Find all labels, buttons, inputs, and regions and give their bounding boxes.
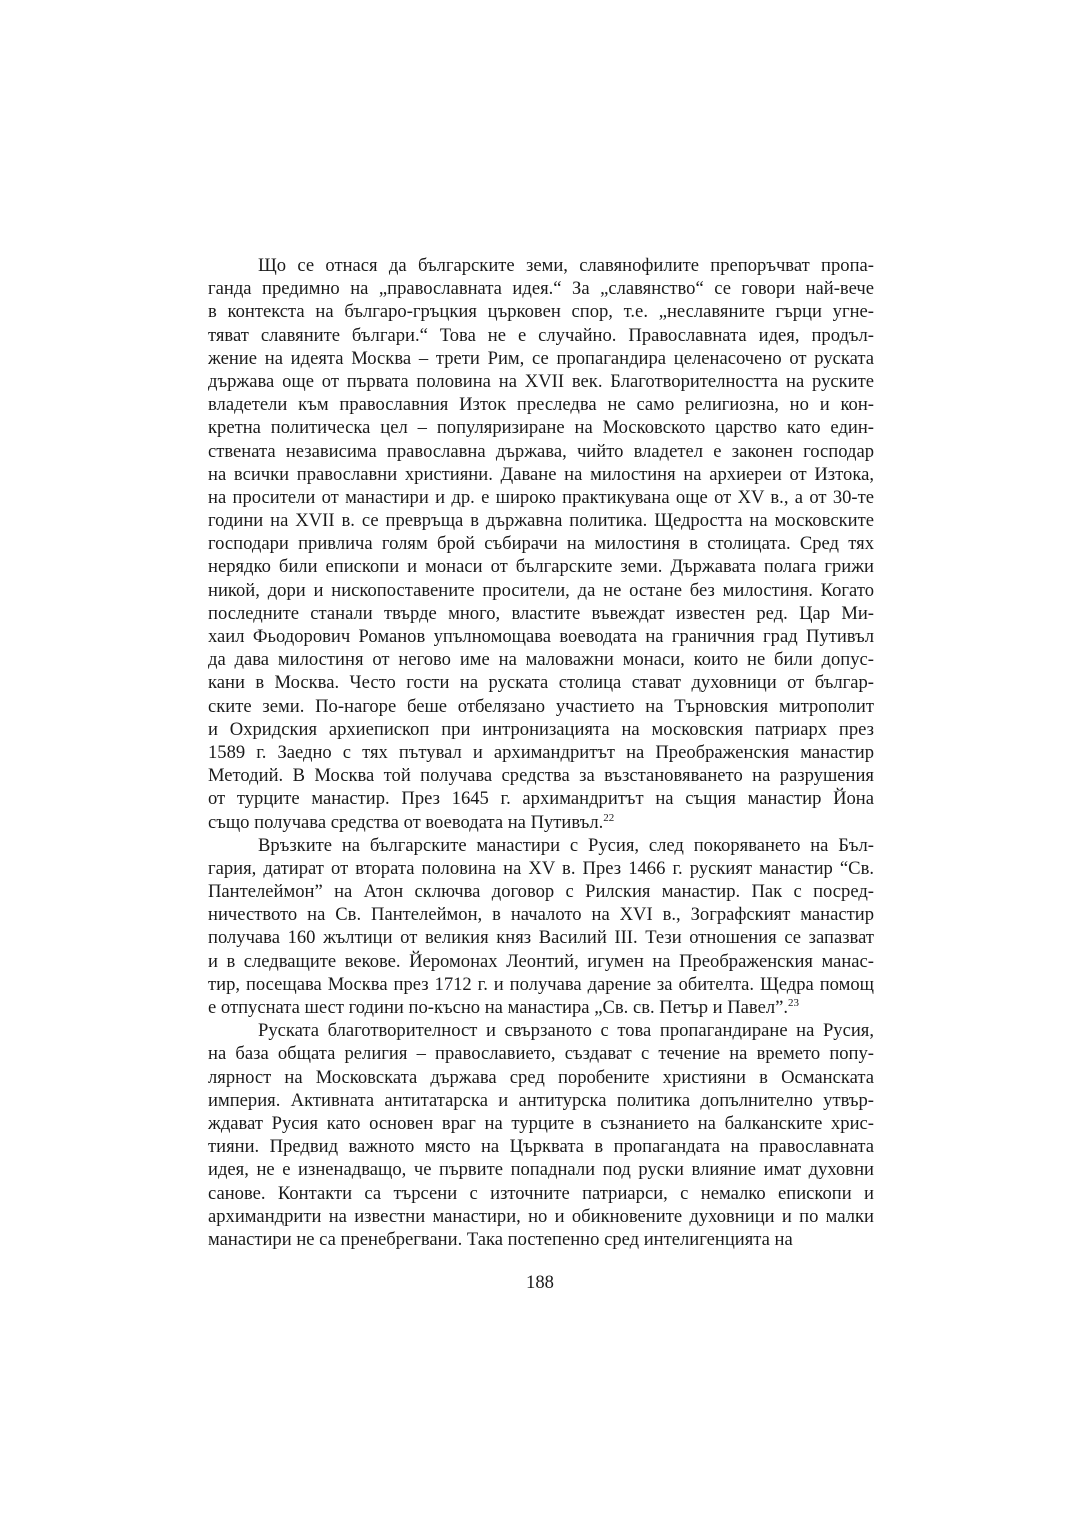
text-line [208, 509, 874, 532]
text-line [208, 671, 874, 694]
text-line [208, 324, 874, 347]
text-line-content: жение на идеята Москва – трети Рим, се пропагандира целенасочено от руската [208, 347, 874, 369]
text-line [208, 1182, 874, 1205]
text-line [208, 764, 874, 787]
text-line-content: нерядко били епископи и монаси от българските земи. Държавата полага грижи [208, 556, 874, 578]
text-line [208, 254, 874, 277]
text-line [208, 277, 874, 300]
text-line-content: на база общата религия – православието, създават с течение на времето попу- [208, 1043, 874, 1065]
text-line-content: 1589 г. Заедно с тях пътувал и архимандритът на Преображенския манастир [208, 741, 874, 763]
text-line [208, 555, 874, 578]
text-line [208, 1135, 874, 1158]
text-line-content: манастири не са пренебрегвани. Така постепенно сред интелигенцията на [208, 1228, 793, 1250]
body-text [208, 254, 874, 1251]
text-line [208, 880, 874, 903]
text-line [208, 1158, 874, 1181]
text-line-content: години на XVII в. се превръща в държавна политика. Щедростта на московските [208, 510, 874, 532]
text-line-content: последните станали твърде много, властите въвеждат известен ред. Цар Ми- [208, 602, 874, 624]
text-line [208, 1112, 874, 1135]
text-line-content: е отпусната шест години по-късно на манастира „Св. св. Петър и Павел”. [208, 997, 789, 1018]
text-line [208, 463, 874, 486]
text-line [208, 579, 874, 602]
text-line-content: на всички православни християни. Даване на милостиня на архиереи от Изтока, [208, 463, 874, 485]
page-number: 188 [526, 1272, 554, 1293]
text-line-content: тир, посещава Москва през 1712 г. и получава дарение за обителта. Щедра помощ [208, 973, 874, 995]
footnote-marker[interactable]: 23 [788, 997, 800, 1009]
text-line [208, 811, 874, 834]
text-line-content: ждават Русия като основен враг на турците в съзнанието на балканските хрис- [208, 1112, 874, 1134]
text-line-content: получава 160 жълтици от великия княз Василий III. Тези отношения се запазват [208, 927, 874, 949]
text-line [208, 718, 874, 741]
text-line [208, 1089, 874, 1112]
text-line-content: империя. Активната антитатарска и антитурска политика допълнително утвър- [208, 1089, 874, 1111]
text-line [208, 787, 874, 810]
text-line [208, 347, 874, 370]
text-line [208, 1205, 874, 1228]
text-line [208, 1066, 874, 1089]
text-line-content: в контекста на българо-гръцкия църковен спор, т.е. „неславяните гърци угне- [208, 301, 874, 323]
text-line [208, 602, 874, 625]
text-line-content: държава още от първата половина на XVII век. Благотворителността на руските [208, 370, 874, 392]
text-line [208, 834, 874, 857]
text-line-content: и в следващите векове. Йеромонах Леонтий, игумен на Преображенския манас- [208, 950, 874, 972]
text-line [208, 486, 874, 509]
text-line [208, 300, 874, 323]
text-line-content: да дава милостиня от негово име на маловажни монаси, които не били допус- [208, 649, 874, 671]
text-line-content: ствената независима православна държава, чийто владетел е законен господар [208, 440, 874, 462]
text-line [208, 950, 874, 973]
text-line [208, 416, 874, 439]
text-line [208, 926, 874, 949]
text-line-content: също получава средства от воеводата на Путивъл. [208, 811, 604, 833]
text-line-content: владетели към православния Изток преследва не само религиозна, но и кон- [208, 394, 874, 416]
text-line [208, 625, 874, 648]
text-line-content: Пантелеймон” на Атон сключва договор с Рилския манастир. Пак с посред- [208, 881, 874, 903]
text-line-content: идея, не е изненадващо, че първите попаднали под руски влияние имат духовни [208, 1159, 874, 1181]
text-line-content: никой, дори и нископоставените просители, да не остане без милостиня. Когато [208, 579, 874, 601]
text-line-content: от турците манастир. През 1645 г. архимандритът на същия манастир Йона [208, 788, 874, 810]
text-line-content: тяват славяните българи.“ Това не е случайно. Православната идея, продъл- [208, 324, 874, 346]
text-line-content: архимандрити на известни манастири, но и обикновените духовници и по малки [208, 1205, 874, 1227]
text-line-content: лярност на Московската държава сред поробените християни в Османската [208, 1066, 874, 1088]
paragraph [208, 254, 874, 834]
footnote-marker[interactable]: 22 [603, 811, 615, 824]
text-line [208, 903, 874, 926]
text-line [208, 370, 874, 393]
text-line [208, 1042, 874, 1065]
paragraph [208, 1019, 874, 1251]
text-line [208, 1228, 874, 1251]
text-line [208, 857, 874, 880]
text-line [208, 973, 874, 996]
text-line-content: Руската благотворителност и свързаното с това пропагандиране на Русия, [258, 1020, 874, 1042]
text-line-content: Що се отнася да българските земи, славянофилите препоръчват пропа- [258, 255, 874, 276]
text-line-content: ганда предимно на „православната идея.“ За „славянство“ се говори най-вече [208, 278, 874, 300]
text-line-content: хаил Фьодорович Романов упълномощава воеводата на граничния град Путивъл [208, 626, 874, 647]
text-line-content: тияни. Предвид важното място на Църквата в пропагандата на православната [208, 1136, 874, 1158]
text-line-content: Връзките на българските манастири с Русия, след покоряването на Бъл- [258, 834, 874, 856]
text-line-content: гария, датират от втората половина на XV в. През 1466 г. руският манастир “Св. [208, 857, 874, 879]
text-line-content: на просители от манастири и др. е широко практикувана още от XV в., а от 30-те [208, 486, 874, 508]
text-line-content: и Охридския архиепископ при интронизацията на московския патриарх през [208, 718, 874, 740]
text-line [208, 440, 874, 463]
text-line [208, 393, 874, 416]
text-line [208, 532, 874, 555]
text-line-content: Методий. В Москва той получава средства за възстановяването на разрушения [208, 765, 874, 787]
text-line-content: ничеството на Св. Пантелеймон, в началото на XVI в., Зографският манастир [208, 904, 874, 926]
text-line [208, 1019, 874, 1042]
text-line-content: кретна политическа цел – популяризиране на Московското царство като един- [208, 417, 874, 439]
text-line [208, 695, 874, 718]
text-line-content: кани в Москва. Често гости на руската столица стават духовници от българ- [208, 672, 874, 694]
text-line [208, 996, 874, 1019]
text-line-content: ските земи. По-нагоре беше отбелязано участието на Търновския митрополит [208, 695, 874, 717]
text-line [208, 741, 874, 764]
text-line-content: санове. Контакти са търсени с източните патриарси, с немалко епископи и [208, 1182, 874, 1204]
paragraph [208, 834, 874, 1020]
text-line-content: господари привлича голям брой събирачи на милостиня в столицата. Сред тях [208, 533, 874, 555]
text-line [208, 648, 874, 671]
